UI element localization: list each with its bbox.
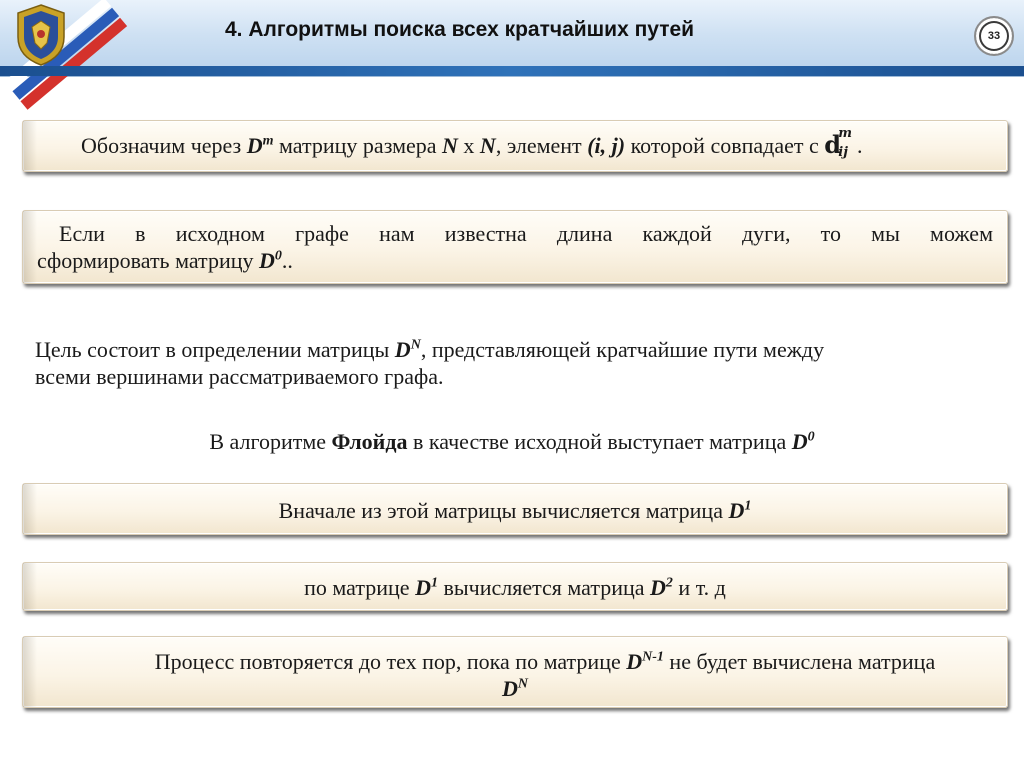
emblem-icon [12,3,70,67]
step2-box: по матрице $D^1$ вычисляется матрица $D^2$ и т. д [22,562,1008,611]
box1-text: Обозначим через $D^m$ матрицу размера N x N, элемент (i, j) которой совпадает с d m ij . [81,126,863,160]
header-bar [0,66,1024,76]
slide-header [0,0,1024,77]
step1-box: Вначале из этой матрицы вычисляется матрица $D^1$ [22,483,1008,535]
d-ij-m-symbol: d m ij [824,126,853,160]
page-title: 4. Алгоритмы поиска всех кратчайших путей [225,18,695,41]
page-number-badge: 33 [974,16,1014,56]
box2-line1: Если в исходном графе нам известна длина каждой дуги, то мы можем [59,221,993,246]
goal-paragraph [35,336,995,390]
goal-line1: Цель состоит в определении матрицы $D^N$, представляющей кратчайшие пути между [35,337,825,362]
initial-matrix-box [22,210,1008,284]
box5-line1: Процесс повторяется до тех пор, пока по матрице $D^{N-1}$ не будет вычислена матрица [154,649,936,674]
floyd-line: В алгоритме Флойда в качестве исходной выступает матрица $D^0$ [209,429,815,454]
definition-box [22,120,1008,172]
box5-line2: $D^N$ [501,676,528,701]
repeat-box [22,636,1008,708]
goal-line2: всеми вершинами рассматриваемого графа. [35,364,444,389]
box2-line2: сформировать матрицу $D^0$.. [37,248,293,273]
